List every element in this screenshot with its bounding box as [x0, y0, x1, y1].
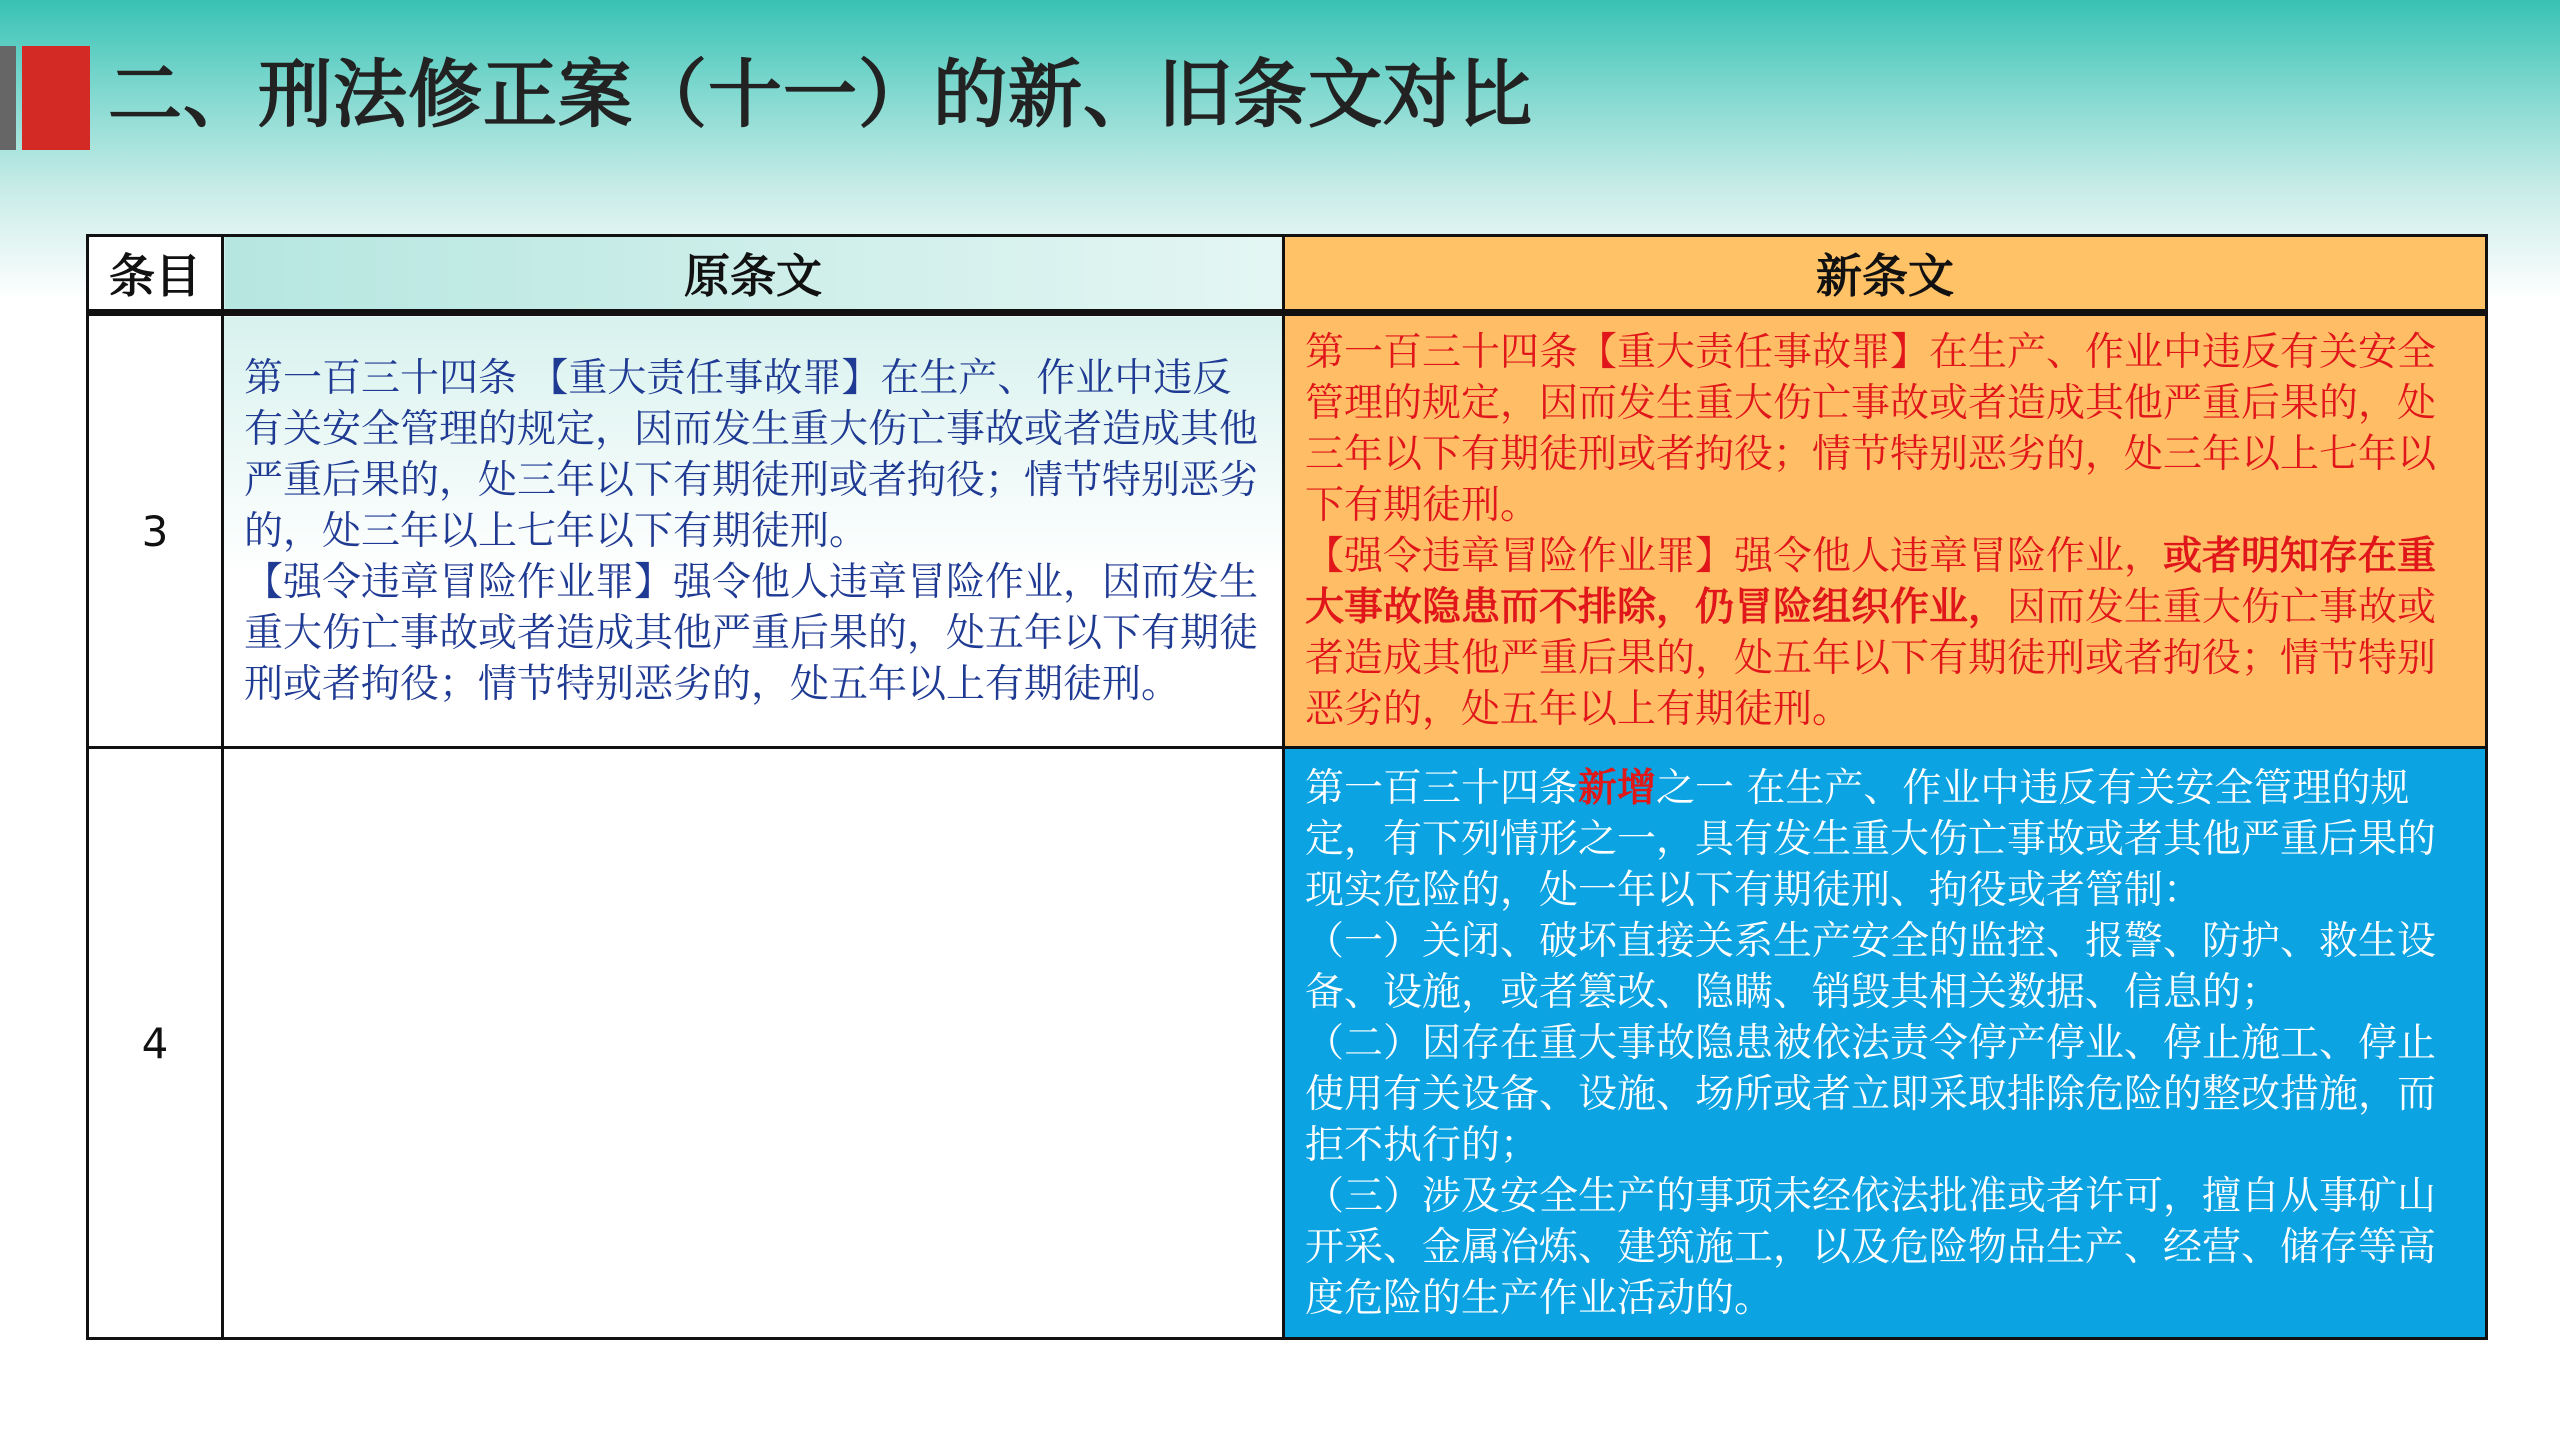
- old-article-paragraph: 【强令违章冒险作业罪】强令他人违章冒险作业，因而发生重大伤亡事故或者造成其他严重后果的，处五年以下有期徒刑或者拘役；情节特别恶劣的，处五年以上有期徒刑。: [244, 559, 1259, 707]
- old-article-cell-empty: [223, 748, 1284, 1339]
- slide-title: 二、刑法修正案（十一）的新、旧条文对比: [108, 52, 1533, 138]
- new-article-cell: [1284, 313, 2487, 748]
- title-accent-dark-bar: [0, 46, 16, 150]
- header-item: 条目: [88, 236, 223, 313]
- new-article-paragraph: [1305, 531, 2469, 735]
- new-article-paragraph: （三）涉及安全生产的事项未经依法批准或者许可，擅自从事矿山开采、金属冶炼、建筑施工，以及危险物品生产、经营、储存等高度危险的生产作业活动的。: [1305, 1173, 2437, 1321]
- new-article-paragraph: （二）因存在重大事故隐患被依法责令停产停业、停止施工、停止使用有关设备、设施、场所或者立即采取排除危险的整改措施，而拒不执行的；: [1305, 1020, 2437, 1168]
- old-article-paragraph: 第一百三十四条 【重大责任事故罪】在生产、作业中违反有关安全管理的规定，因而发生重大伤亡事故或者造成其他严重后果的，处三年以下有期徒刑或者拘役；情节特别恶劣的，处三年以上七年以下有期徒刑。: [244, 355, 1259, 554]
- new-article-paragraph: （一）关闭、破坏直接关系生产安全的监控、报警、防护、救生设备、设施，或者篡改、隐瞒、销毁其相关数据、信息的；: [1305, 918, 2437, 1015]
- comparison-table: [86, 234, 2488, 1340]
- table-row: [88, 313, 2487, 748]
- header-old-text: 原条文: [223, 236, 1284, 313]
- new-added-tag: 新增: [1578, 765, 1657, 811]
- new-article-added-text: 或者明知存在重大事故隐患而不排除，仍冒险组织作业，: [1305, 534, 2437, 630]
- table-row: [88, 748, 2487, 1339]
- new-article-text: 之一 在生产、作业中违反有关安全管理的规定，有下列情形之一，具有发生重大伤亡事故或者其他严重后果的现实危险的，处一年以下有期徒刑、拘役或者管制：: [1305, 765, 2437, 913]
- new-article-text: 第一百三十四条: [1305, 765, 1579, 811]
- title-accent-red-block: [22, 46, 90, 150]
- table-header-row: [88, 236, 2487, 313]
- new-article-text: 【强令违章冒险作业罪】强令他人违章冒险作业，: [1305, 534, 2164, 579]
- new-article-cell: [1284, 748, 2487, 1339]
- new-article-paragraph: 第一百三十四条【重大责任事故罪】在生产、作业中违反有关安全管理的规定，因而发生重大伤亡事故或者造成其他严重后果的，处三年以下有期徒刑或者拘役；情节特别恶劣的，处三年以上七年以下有期徒刑。: [1305, 330, 2437, 528]
- old-article-cell: [223, 313, 1284, 748]
- row-item-number: 3: [88, 313, 223, 748]
- row-item-number: 4: [88, 748, 223, 1339]
- slide-title-bar: [0, 40, 2560, 150]
- new-article-text: 因而发生重大伤亡事故或者造成其他严重后果的，处五年以下有期徒刑或者拘役；情节特别恶劣的，处五年以上有期徒刑。: [1305, 585, 2437, 732]
- new-article-paragraph: [1305, 763, 2469, 916]
- header-new-text: 新条文: [1284, 236, 2487, 313]
